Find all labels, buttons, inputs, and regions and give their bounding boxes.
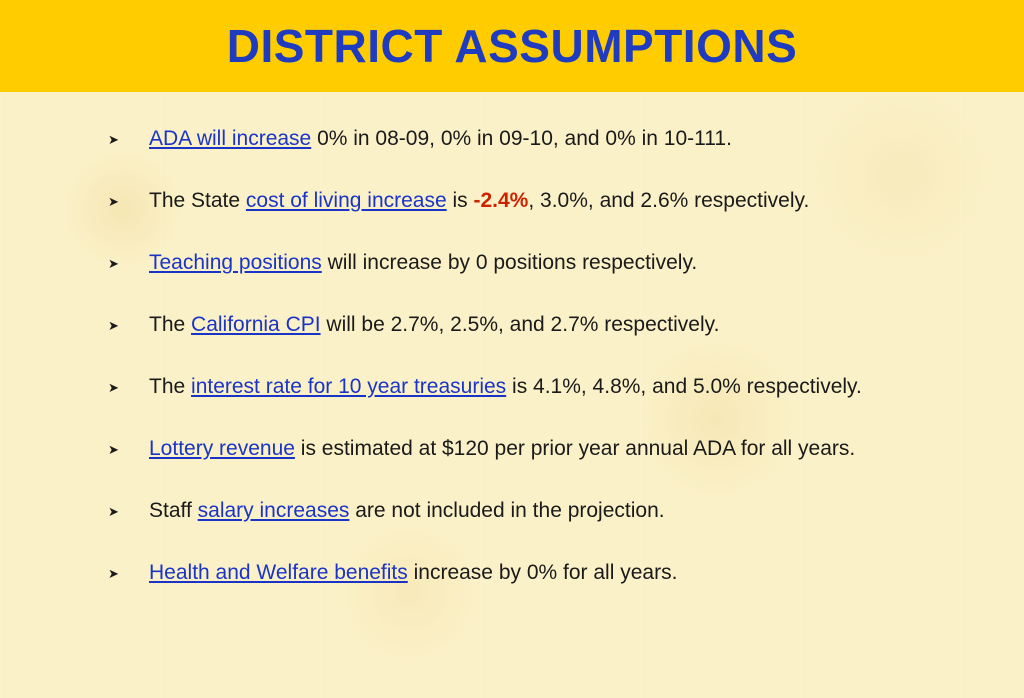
bullet-cpi [108, 313, 968, 337]
bullet-ada [108, 127, 968, 151]
bullet-cola [108, 189, 968, 213]
link-salary-increases[interactable]: salary increases [197, 499, 350, 522]
link-interest-rate-treasuries[interactable]: interest rate for 10 year treasuries [191, 375, 507, 398]
arrowhead-bullet-icon: ➤ [108, 318, 119, 333]
link-california-cpi[interactable]: California CPI [191, 313, 321, 336]
link-ada-will-increase[interactable]: ADA will increase [149, 127, 312, 150]
arrowhead-bullet-icon: ➤ [108, 256, 119, 271]
link-lottery-revenue[interactable]: Lottery revenue [149, 437, 295, 460]
bullet-text: The State [149, 189, 246, 212]
link-teaching-positions[interactable]: Teaching positions [149, 251, 322, 274]
title-bar [0, 0, 1024, 92]
arrowhead-bullet-icon: ➤ [108, 566, 119, 581]
bullet-text: increase by 0% for all years. [407, 561, 678, 584]
bullet-text: The [149, 313, 192, 336]
arrowhead-bullet-icon: ➤ [108, 380, 119, 395]
bullet-text: are not included in the projection. [349, 499, 665, 522]
bullet-text: , 3.0%, and 2.6% respectively. [528, 189, 810, 212]
bullet-text: Staff [149, 499, 198, 522]
arrowhead-bullet-icon: ➤ [108, 132, 119, 147]
bullet-text: The [149, 375, 192, 398]
bullet-lottery [108, 437, 968, 461]
bullet-text: 0% in 08-09, 0% in 09-10, and 0% in 10-111. [311, 127, 732, 150]
bullet-health [108, 561, 968, 585]
bullet-text: is [446, 189, 474, 212]
bullet-text: is 4.1%, 4.8%, and 5.0% respectively. [506, 375, 862, 398]
bullet-text: will be 2.7%, 2.5%, and 2.7% respectively. [320, 313, 720, 336]
bullet-text: is estimated at $120 per prior year annual ADA for all years. [294, 437, 856, 460]
highlight-value: -2.4% [473, 189, 529, 212]
arrowhead-bullet-icon: ➤ [108, 442, 119, 457]
arrowhead-bullet-icon: ➤ [108, 194, 119, 209]
bullet-salary [108, 499, 968, 523]
bullet-text: will increase by 0 positions respectively. [321, 251, 698, 274]
bullet-teaching [108, 251, 968, 275]
bullet-treasuries [108, 375, 968, 399]
link-health-welfare-benefits[interactable]: Health and Welfare benefits [149, 561, 408, 584]
assumptions-list [108, 127, 968, 623]
page-title: DISTRICT ASSUMPTIONS [226, 20, 798, 72]
arrowhead-bullet-icon: ➤ [108, 504, 119, 519]
link-cost-of-living-increase[interactable]: cost of living increase [245, 189, 447, 212]
